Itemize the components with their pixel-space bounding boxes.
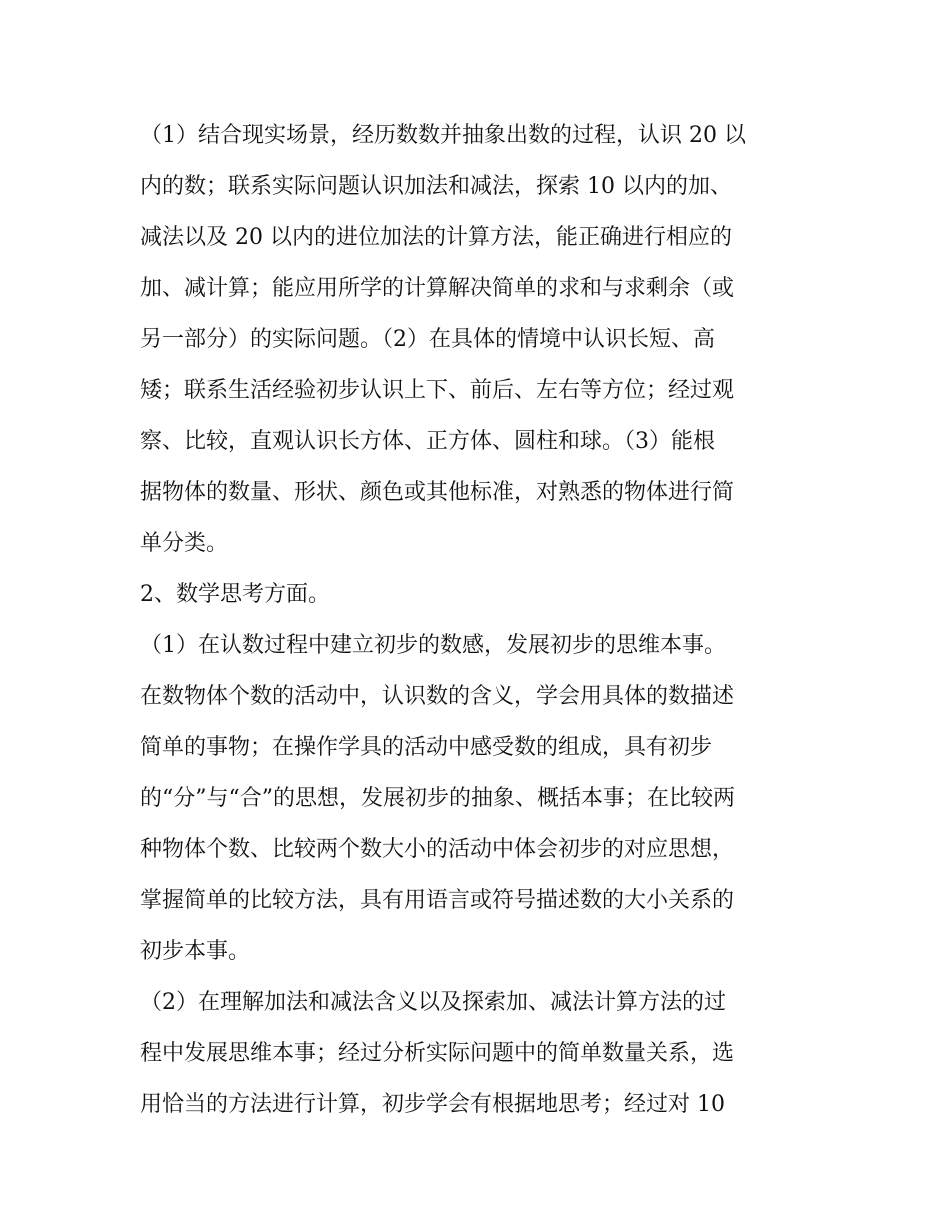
- text-line: （1）在认数过程中建立初步的数感，发展初步的思维本事。: [140, 633, 726, 658]
- text-line: 掌握简单的比较方法，具有用语言或符号描述数的大小关系的: [140, 888, 735, 913]
- text-line: 初步本事。: [140, 939, 251, 964]
- section-heading: 2、数学思考方面。: [140, 582, 330, 607]
- text-line: 减法以及 20 以内的进位加法的计算方法，能正确进行相应的: [140, 225, 732, 250]
- text-line: 简单的事物；在操作学具的活动中感受数的组成，具有初步: [140, 735, 713, 760]
- text-line: 在数物体个数的活动中，认识数的含义，学会用具体的数描述: [140, 684, 735, 709]
- text-line: （1）结合现实场景，经历数数并抽象出数的过程，认识 20 以: [140, 123, 746, 148]
- text-line: 另一部分）的实际问题。（2）在具体的情境中认识长短、高: [140, 327, 715, 352]
- text-line: 用恰当的方法进行计算，初步学会有根据地思考；经过对 10: [140, 1092, 725, 1117]
- text-line: 的“分”与“合”的思想，发展初步的抽象、概括本事；在比较两: [140, 786, 735, 811]
- text-line: 察、比较，直观认识长方体、正方体、圆柱和球。（3）能根: [140, 429, 715, 454]
- text-line: （2）在理解加法和减法含义以及探索加、减法计算方法的过: [140, 990, 726, 1015]
- text-line: 内的数；联系实际问题认识加法和减法，探索 10 以内的加、: [140, 174, 732, 199]
- text-line: 程中发展思维本事；经过分析实际问题中的简单数量关系，选: [140, 1041, 735, 1066]
- text-line: 矮；联系生活经验初步认识上下、前后、左右等方位；经过观: [140, 378, 735, 403]
- text-line: 据物体的数量、形状、颜色或其他标准，对熟悉的物体进行简: [140, 480, 735, 505]
- text-line: 种物体个数、比较两个数大小的活动中体会初步的对应思想，: [140, 837, 735, 862]
- text-line: 单分类。: [140, 531, 229, 556]
- text-line: 加、减计算；能应用所学的计算解决简单的求和与求剩余（或: [140, 276, 735, 301]
- body-text: [140, 110, 820, 1130]
